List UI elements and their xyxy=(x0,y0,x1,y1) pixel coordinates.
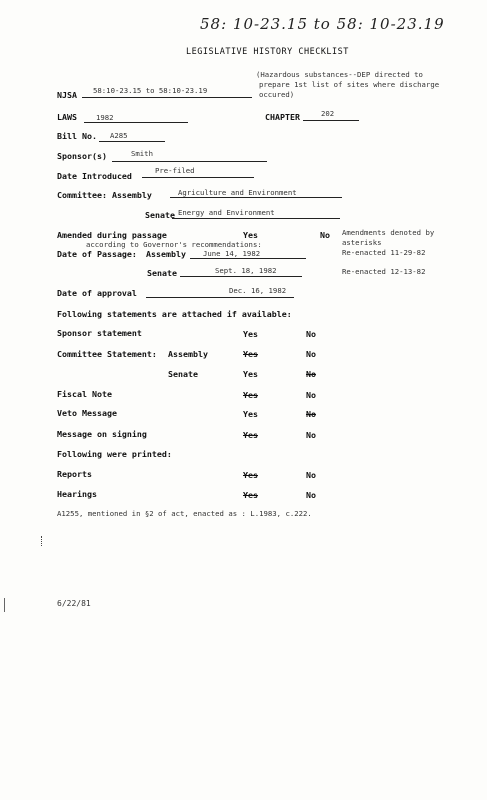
committee-statement-senate-yes: Yes xyxy=(243,369,258,379)
committee-assembly-underline xyxy=(170,197,342,198)
handwritten-title: 58: 10-23.15 to 58: 10-23.19 xyxy=(200,15,445,33)
njsa-note-line1: (Hazardous substances--DEP directed to xyxy=(256,70,423,79)
reports-yes: Yes xyxy=(243,470,258,480)
sponsor-statement-no: No xyxy=(306,329,316,339)
amendments-note-line2: asterisks xyxy=(342,238,382,247)
committee-statement-assembly-no: No xyxy=(306,349,316,359)
committee-statement-senate-no: No xyxy=(306,369,316,379)
date-introduced-label: Date Introduced xyxy=(57,171,132,181)
signing-message-no: No xyxy=(306,430,316,440)
governor-note: according to Governor's recommendations: xyxy=(86,240,262,249)
committee-label: Committee: Assembly xyxy=(57,190,152,200)
passage-assembly-label: Assembly xyxy=(146,249,186,259)
njsa-underline xyxy=(82,97,252,98)
passage-senate-label: Senate xyxy=(147,268,177,278)
passage-senate-value: Sept. 18, 1982 xyxy=(215,266,277,275)
chapter-value: 202 xyxy=(321,109,335,118)
date-introduced-value: Pre-filed xyxy=(155,166,195,175)
passage-senate-underline xyxy=(180,276,302,277)
fiscal-note-no: No xyxy=(306,390,316,400)
fiscal-note-yes: Yes xyxy=(243,390,258,400)
hearings-label: Hearings xyxy=(57,489,97,499)
njsa-label: NJSA xyxy=(57,90,77,100)
laws-underline xyxy=(84,122,188,123)
amendments-note-line1: Amendments denoted by xyxy=(342,228,435,237)
approval-value: Dec. 16, 1982 xyxy=(229,286,287,295)
signing-message-label: Message on signing xyxy=(57,429,147,439)
bill-label: Bill No. xyxy=(57,131,97,141)
committee-statement-senate-label: Senate xyxy=(168,369,198,379)
committee-statement-label: Committee Statement: xyxy=(57,349,157,359)
page-title: LEGISLATIVE HISTORY CHECKLIST xyxy=(186,47,349,57)
chapter-label: CHAPTER xyxy=(265,112,300,122)
reenacted-first: Re-enacted 11-29-82 xyxy=(342,248,426,257)
fiscal-note-label: Fiscal Note xyxy=(57,389,112,399)
scan-speck xyxy=(41,536,45,546)
date-stamp: 6/22/81 xyxy=(57,599,91,608)
hearings-no: No xyxy=(306,490,316,500)
veto-message-yes: Yes xyxy=(243,409,258,419)
amended-no: No xyxy=(320,230,330,240)
sponsor-statement-label: Sponsor statement xyxy=(57,328,142,338)
approval-label: Date of approval xyxy=(57,288,137,298)
amended-yes: Yes xyxy=(243,230,258,240)
laws-value: 1982 xyxy=(96,113,114,122)
reenacted-second: Re-enacted 12-13-82 xyxy=(342,267,426,276)
committee-statement-assembly-label: Assembly xyxy=(168,349,208,359)
njsa-value: 58:10-23.15 to 58:10-23.19 xyxy=(93,86,208,95)
njsa-note-line3: occured) xyxy=(259,90,295,99)
committee-senate-underline xyxy=(172,218,340,219)
committee-assembly-value: Agriculture and Environment xyxy=(178,188,297,197)
reports-no: No xyxy=(306,470,316,480)
committee-senate-value: Energy and Environment xyxy=(178,208,275,217)
hearings-yes: Yes xyxy=(243,490,258,500)
laws-label: LAWS xyxy=(57,112,77,122)
sponsor-value: Smith xyxy=(131,149,153,158)
reports-label: Reports xyxy=(57,469,92,479)
veto-message-no: No xyxy=(306,409,316,419)
following-attached-heading: Following statements are attached if available: xyxy=(57,309,292,319)
bill-value: A285 xyxy=(110,131,128,140)
passage-label: Date of Passage: xyxy=(57,249,137,259)
date-introduced-underline xyxy=(142,177,254,178)
committee-statement-assembly-yes: Yes xyxy=(243,349,258,359)
bill-underline xyxy=(99,141,165,142)
committee-senate-label: Senate xyxy=(145,210,175,220)
sponsor-underline xyxy=(112,161,267,162)
veto-message-label: Veto Message xyxy=(57,408,117,418)
amended-label: Amended during passage xyxy=(57,230,167,240)
passage-assembly-underline xyxy=(190,258,306,259)
passage-assembly-value: June 14, 1982 xyxy=(203,249,261,258)
njsa-note-line2: prepare 1st list of sites where discharge xyxy=(259,80,440,89)
sponsor-label: Sponsor(s) xyxy=(57,151,107,161)
chapter-underline xyxy=(303,120,359,121)
following-printed-heading: Following were printed: xyxy=(57,449,172,459)
sponsor-statement-yes: Yes xyxy=(243,329,258,339)
scan-speck xyxy=(4,598,5,612)
approval-underline xyxy=(146,297,294,298)
signing-message-yes: Yes xyxy=(243,430,258,440)
footnote: A1255, mentioned in §2 of act, enacted as : L.1983, c.222. xyxy=(57,509,312,518)
